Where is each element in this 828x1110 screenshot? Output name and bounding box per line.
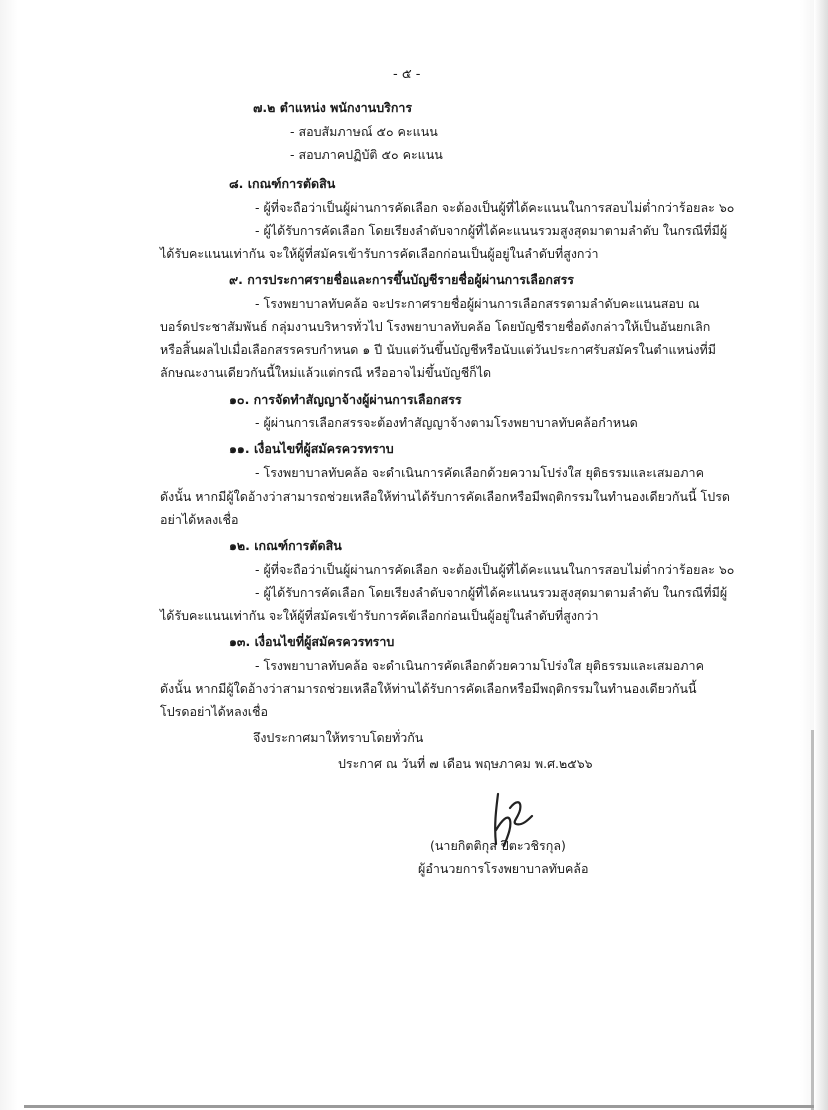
section-9-line-1: - โรงพยาบาลทับคล้อ จะประกาศรายชื่อผู้ผ่านการเลือกสรรตามลำดับคะแนนสอบ ณ — [255, 296, 700, 311]
section-13-line-2: ดังนั้น หากมีผู้ใดอ้างว่าสามารถช่วยเหลือให้ท่านได้รับการคัดเลือกหรือมีพฤติกรรมในทำนองเดียวกันนี้ — [160, 681, 697, 696]
section-12-line-2: - ผู้ได้รับการคัดเลือก โดยเรียงลำดับจากผู้ที่ได้คะแนนรวมสูงสุดมาตามลำดับ ในกรณีที่มีผู้ — [255, 585, 728, 600]
section-13-line-1: - โรงพยาบาลทับคล้อ จะดำเนินการคัดเลือกด้วยความโปร่งใส ยุติธรรมและเสมอภาค — [255, 658, 704, 673]
section-7-2-title: ๗.๒ ตำแหน่ง พนักงานบริการ — [253, 100, 413, 115]
section-9-line-2: บอร์ดประชาสัมพันธ์ กลุ่มงานบริหารทั่วไป โรงพยาบาลทับคล้อ โดยบัญชีรายชื่อดังกล่าวให้เป็นอันยกเลิก — [160, 319, 711, 334]
section-8-line-1: - ผู้ที่จะถือว่าเป็นผู้ผ่านการคัดเลือก จะต้องเป็นผู้ที่ได้คะแนนในการสอบไม่ต่ำกว่าร้อยละ ๖๐ — [255, 200, 735, 215]
section-11-line-3: อย่าได้หลงเชื่อ — [160, 512, 239, 527]
announcement-date: ประกาศ ณ วันที่ ๗ เดือน พฤษภาคม พ.ศ.๒๕๖๖ — [338, 756, 593, 771]
page-edge-line — [811, 730, 814, 1110]
section-8-line-2: - ผู้ได้รับการคัดเลือก โดยเรียงลำดับจากผู้ที่ได้คะแนนรวมสูงสุดมาตามลำดับ ในกรณีที่มีผู้ — [255, 223, 728, 238]
section-8-line-3: ได้รับคะแนนเท่ากัน จะให้ผู้ที่สมัครเข้ารับการคัดเลือกก่อนเป็นผู้อยู่ในลำดับที่สูงกว่า — [160, 246, 599, 261]
closing-statement: จึงประกาศมาให้ทราบโดยทั่วกัน — [253, 730, 424, 745]
section-11-title: ๑๑. เงื่อนไขที่ผู้สมัครควรทราบ — [229, 441, 394, 456]
section-10-title: ๑๐. การจัดทำสัญญาจ้างผู้ผ่านการเลือกสรร — [229, 392, 462, 407]
signer-title: ผู้อำนวยการโรงพยาบาลทับคล้อ — [418, 861, 589, 876]
section-12-line-3: ได้รับคะแนนเท่ากัน จะให้ผู้ที่สมัครเข้ารับการคัดเลือกก่อนเป็นผู้อยู่ในลำดับที่สูงกว่า — [160, 608, 599, 623]
page-bottom-line — [24, 1105, 814, 1108]
interview-score: - สอบสัมภาษณ์ ๕๐ คะแนน — [290, 124, 438, 139]
section-8-title: ๘. เกณฑ์การตัดสิน — [229, 176, 336, 191]
practical-score: - สอบภาคปฏิบัติ ๕๐ คะแนน — [290, 147, 443, 162]
section-9-line-3: หรือสิ้นผลไปเมื่อเลือกสรรครบกำหนด ๑ ปี นับแต่วันขึ้นบัญชีหรือนับแต่วันประกาศรับสมัครในตำแหน่งที่มี — [160, 342, 716, 357]
section-12-line-1: - ผู้ที่จะถือว่าเป็นผู้ผ่านการคัดเลือก จะต้องเป็นผู้ที่ได้คะแนนในการสอบไม่ต่ำกว่าร้อยละ ๖๐ — [255, 562, 735, 577]
section-13-title: ๑๓. เงื่อนไขที่ผู้สมัครควรทราบ — [229, 634, 395, 649]
section-11-line-1: - โรงพยาบาลทับคล้อ จะดำเนินการคัดเลือกด้วยความโปร่งใส ยุติธรรมและเสมอภาค — [255, 465, 704, 480]
section-9-title: ๙. การประกาศรายชื่อและการขึ้นบัญชีรายชื่อผู้ผ่านการเลือกสรร — [229, 272, 575, 287]
page-edge — [814, 0, 828, 1110]
section-11-line-2: ดังนั้น หากมีผู้ใดอ้างว่าสามารถช่วยเหลือให้ท่านได้รับการคัดเลือกหรือมีพฤติกรรมในทำนองเดียวกันนี้ โปรด — [160, 489, 731, 504]
page-number: - ๕ - — [393, 67, 421, 82]
signer-name: (นายกิตติกุล ปิตะวชิรกุล) — [430, 838, 566, 853]
section-12-title: ๑๒. เกณฑ์การตัดสิน — [229, 538, 342, 553]
section-9-line-4: ลักษณะงานเดียวกันนี้ใหม่แล้วแต่กรณี หรืออาจไม่ขึ้นบัญชีก็ได — [160, 365, 492, 380]
section-10-line-1: - ผู้ผ่านการเลือกสรรจะต้องทำสัญญาจ้างตามโรงพยาบาลทับคล้อกำหนด — [255, 415, 638, 430]
section-13-line-3: โปรดอย่าได้หลงเชื่อ — [160, 704, 269, 719]
